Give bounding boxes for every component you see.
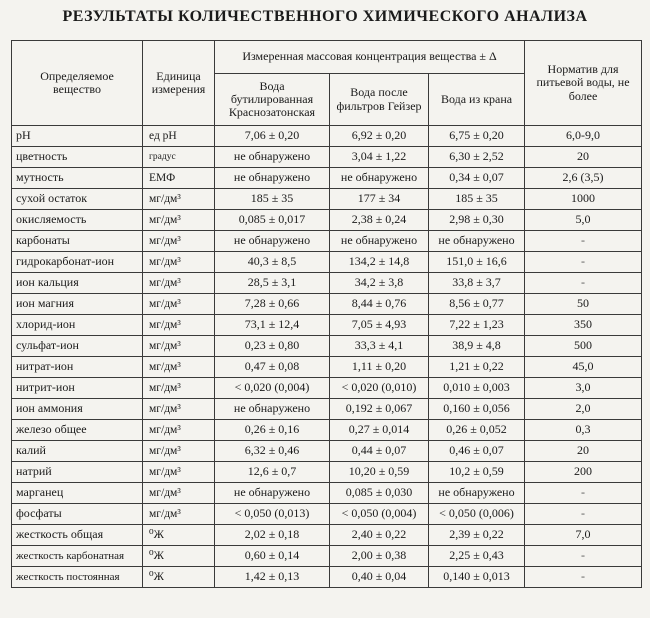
unit-cell: мг/дм³ <box>143 462 215 483</box>
norm-cell: 0,3 <box>525 420 642 441</box>
norm-cell: - <box>525 567 642 588</box>
substance-cell: окисляемость <box>12 210 143 231</box>
bottled-value-cell: < 0,020 (0,004) <box>215 378 330 399</box>
bottled-value-cell: 1,42 ± 0,13 <box>215 567 330 588</box>
header-filtered: Вода после фильтров Гейзер <box>330 74 429 126</box>
norm-cell: - <box>525 231 642 252</box>
table-row <box>12 546 642 567</box>
unit-cell: мг/дм³ <box>143 420 215 441</box>
substance-cell: карбонаты <box>12 231 143 252</box>
header-measured-group: Измеренная массовая концентрация вещества ± Δ <box>215 41 525 74</box>
norm-cell: 5,0 <box>525 210 642 231</box>
unit-cell: мг/дм³ <box>143 336 215 357</box>
norm-cell: 500 <box>525 336 642 357</box>
bottled-value-cell: 28,5 ± 3,1 <box>215 273 330 294</box>
norm-cell: - <box>525 252 642 273</box>
tap-value-cell: 10,2 ± 0,59 <box>429 462 525 483</box>
unit-cell: ⁰Ж <box>143 567 215 588</box>
tap-value-cell: 0,26 ± 0,052 <box>429 420 525 441</box>
norm-cell: - <box>525 546 642 567</box>
table-body <box>12 126 642 588</box>
unit-cell: мг/дм³ <box>143 378 215 399</box>
filtered-value-cell: 6,92 ± 0,20 <box>330 126 429 147</box>
filtered-value-cell: 34,2 ± 3,8 <box>330 273 429 294</box>
page-title: РЕЗУЛЬТАТЫ КОЛИЧЕСТВЕННОГО ХИМИЧЕСКОГО АНАЛИЗА <box>62 8 588 25</box>
norm-cell: 7,0 <box>525 525 642 546</box>
table-row <box>12 483 642 504</box>
substance-cell: марганец <box>12 483 143 504</box>
substance-cell: жесткость постоянная <box>12 567 143 588</box>
table-row <box>12 462 642 483</box>
filtered-value-cell: 0,192 ± 0,067 <box>330 399 429 420</box>
bottled-value-cell: 7,06 ± 0,20 <box>215 126 330 147</box>
table-row <box>12 399 642 420</box>
filtered-value-cell: 2,00 ± 0,38 <box>330 546 429 567</box>
norm-cell: 350 <box>525 315 642 336</box>
bottled-value-cell: не обнаружено <box>215 483 330 504</box>
norm-cell: 2,6 (3,5) <box>525 168 642 189</box>
filtered-value-cell: 10,20 ± 0,59 <box>330 462 429 483</box>
table-row <box>12 189 642 210</box>
substance-cell: сульфат-ион <box>12 336 143 357</box>
analysis-table <box>11 40 642 588</box>
tap-value-cell: 151,0 ± 16,6 <box>429 252 525 273</box>
tap-value-cell: не обнаружено <box>429 231 525 252</box>
table-row <box>12 294 642 315</box>
substance-cell: ион кальция <box>12 273 143 294</box>
norm-cell: - <box>525 483 642 504</box>
norm-cell: 20 <box>525 147 642 168</box>
unit-cell: ЕМФ <box>143 168 215 189</box>
bottled-value-cell: 40,3 ± 8,5 <box>215 252 330 273</box>
unit-cell: мг/дм³ <box>143 483 215 504</box>
substance-cell: натрий <box>12 462 143 483</box>
substance-cell: нитрат-ион <box>12 357 143 378</box>
unit-cell: ед pH <box>143 126 215 147</box>
table-row <box>12 252 642 273</box>
filtered-value-cell: < 0,050 (0,004) <box>330 504 429 525</box>
norm-cell: 45,0 <box>525 357 642 378</box>
filtered-value-cell: не обнаружено <box>330 168 429 189</box>
unit-cell: мг/дм³ <box>143 504 215 525</box>
tap-value-cell: 185 ± 35 <box>429 189 525 210</box>
tap-value-cell: 7,22 ± 1,23 <box>429 315 525 336</box>
unit-cell: мг/дм³ <box>143 189 215 210</box>
norm-cell: 6,0-9,0 <box>525 126 642 147</box>
tap-value-cell: < 0,050 (0,006) <box>429 504 525 525</box>
table-row <box>12 273 642 294</box>
bottled-value-cell: 73,1 ± 12,4 <box>215 315 330 336</box>
unit-cell: мг/дм³ <box>143 441 215 462</box>
filtered-value-cell: 134,2 ± 14,8 <box>330 252 429 273</box>
unit-cell: ⁰Ж <box>143 546 215 567</box>
tap-value-cell: 38,9 ± 4,8 <box>429 336 525 357</box>
table-row <box>12 168 642 189</box>
norm-cell: 1000 <box>525 189 642 210</box>
norm-cell: 3,0 <box>525 378 642 399</box>
bottled-value-cell: < 0,050 (0,013) <box>215 504 330 525</box>
table-row <box>12 567 642 588</box>
bottled-value-cell: 0,23 ± 0,80 <box>215 336 330 357</box>
unit-cell: мг/дм³ <box>143 210 215 231</box>
substance-cell: жесткость карбонатная <box>12 546 143 567</box>
substance-cell: калий <box>12 441 143 462</box>
table-row <box>12 210 642 231</box>
tap-value-cell: 0,010 ± 0,003 <box>429 378 525 399</box>
substance-cell: ион аммония <box>12 399 143 420</box>
filtered-value-cell: 8,44 ± 0,76 <box>330 294 429 315</box>
bottled-value-cell: 2,02 ± 0,18 <box>215 525 330 546</box>
bottled-value-cell: не обнаружено <box>215 168 330 189</box>
filtered-value-cell: 3,04 ± 1,22 <box>330 147 429 168</box>
unit-cell: мг/дм³ <box>143 357 215 378</box>
bottled-value-cell: 0,60 ± 0,14 <box>215 546 330 567</box>
substance-cell: гидрокарбонат-ион <box>12 252 143 273</box>
tap-value-cell: 6,75 ± 0,20 <box>429 126 525 147</box>
header-unit: Единица измерения <box>143 41 215 126</box>
header-tap: Вода из крана <box>429 74 525 126</box>
bottled-value-cell: не обнаружено <box>215 399 330 420</box>
substance-cell: фосфаты <box>12 504 143 525</box>
filtered-value-cell: 1,11 ± 0,20 <box>330 357 429 378</box>
unit-cell: мг/дм³ <box>143 231 215 252</box>
filtered-value-cell: 7,05 ± 4,93 <box>330 315 429 336</box>
tap-value-cell: 1,21 ± 0,22 <box>429 357 525 378</box>
substance-cell: сухой остаток <box>12 189 143 210</box>
bottled-value-cell: 0,085 ± 0,017 <box>215 210 330 231</box>
norm-cell: 50 <box>525 294 642 315</box>
header-norm: Норматив для питьевой воды, не более <box>525 41 642 126</box>
filtered-value-cell: не обнаружено <box>330 231 429 252</box>
filtered-value-cell: 0,40 ± 0,04 <box>330 567 429 588</box>
table-row <box>12 378 642 399</box>
unit-cell: мг/дм³ <box>143 252 215 273</box>
bottled-value-cell: не обнаружено <box>215 231 330 252</box>
filtered-value-cell: 0,27 ± 0,014 <box>330 420 429 441</box>
unit-cell: градус <box>143 147 215 168</box>
table-row <box>12 504 642 525</box>
tap-value-cell: 2,39 ± 0,22 <box>429 525 525 546</box>
unit-cell: мг/дм³ <box>143 294 215 315</box>
substance-cell: цветность <box>12 147 143 168</box>
bottled-value-cell: 6,32 ± 0,46 <box>215 441 330 462</box>
norm-cell: - <box>525 273 642 294</box>
table-row <box>12 315 642 336</box>
tap-value-cell: 2,25 ± 0,43 <box>429 546 525 567</box>
table-header <box>12 41 642 126</box>
filtered-value-cell: < 0,020 (0,010) <box>330 378 429 399</box>
substance-cell: железо общее <box>12 420 143 441</box>
filtered-value-cell: 2,40 ± 0,22 <box>330 525 429 546</box>
table-row <box>12 231 642 252</box>
unit-cell: мг/дм³ <box>143 399 215 420</box>
bottled-value-cell: 12,6 ± 0,7 <box>215 462 330 483</box>
filtered-value-cell: 33,3 ± 4,1 <box>330 336 429 357</box>
header-substance: Определяемое вещество <box>12 41 143 126</box>
tap-value-cell: 0,160 ± 0,056 <box>429 399 525 420</box>
tap-value-cell: не обнаружено <box>429 483 525 504</box>
table-row <box>12 441 642 462</box>
tap-value-cell: 8,56 ± 0,77 <box>429 294 525 315</box>
bottled-value-cell: 7,28 ± 0,66 <box>215 294 330 315</box>
norm-cell: 200 <box>525 462 642 483</box>
tap-value-cell: 33,8 ± 3,7 <box>429 273 525 294</box>
tap-value-cell: 2,98 ± 0,30 <box>429 210 525 231</box>
bottled-value-cell: 0,47 ± 0,08 <box>215 357 330 378</box>
table-row <box>12 336 642 357</box>
filtered-value-cell: 177 ± 34 <box>330 189 429 210</box>
substance-cell: жесткость общая <box>12 525 143 546</box>
substance-cell: хлорид-ион <box>12 315 143 336</box>
bottled-value-cell: не обнаружено <box>215 147 330 168</box>
substance-cell: pH <box>12 126 143 147</box>
filtered-value-cell: 0,44 ± 0,07 <box>330 441 429 462</box>
norm-cell: 20 <box>525 441 642 462</box>
tap-value-cell: 6,30 ± 2,52 <box>429 147 525 168</box>
norm-cell: - <box>525 504 642 525</box>
substance-cell: мутность <box>12 168 143 189</box>
table-row <box>12 357 642 378</box>
substance-cell: ион магния <box>12 294 143 315</box>
unit-cell: мг/дм³ <box>143 315 215 336</box>
tap-value-cell: 0,34 ± 0,07 <box>429 168 525 189</box>
bottled-value-cell: 0,26 ± 0,16 <box>215 420 330 441</box>
filtered-value-cell: 2,38 ± 0,24 <box>330 210 429 231</box>
table-row <box>12 147 642 168</box>
bottled-value-cell: 185 ± 35 <box>215 189 330 210</box>
table-row <box>12 126 642 147</box>
unit-cell: ⁰Ж <box>143 525 215 546</box>
table-row <box>12 525 642 546</box>
header-bottled: Вода бутилированная Краснозатонская <box>215 74 330 126</box>
table-row <box>12 420 642 441</box>
tap-value-cell: 0,140 ± 0,013 <box>429 567 525 588</box>
tap-value-cell: 0,46 ± 0,07 <box>429 441 525 462</box>
filtered-value-cell: 0,085 ± 0,030 <box>330 483 429 504</box>
norm-cell: 2,0 <box>525 399 642 420</box>
substance-cell: нитрит-ион <box>12 378 143 399</box>
unit-cell: мг/дм³ <box>143 273 215 294</box>
